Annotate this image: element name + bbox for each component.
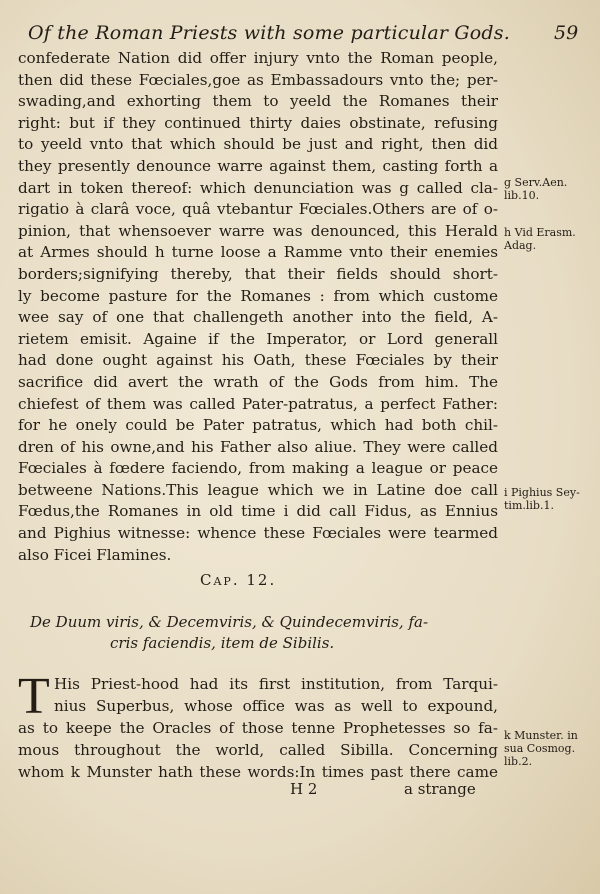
text-line: as to keepe the Oracles of those tenne Prophetesses so fa- [18, 719, 498, 737]
text-line: confederate Nation did offer injury vnto the Roman people, [18, 49, 498, 67]
text-line: then did these Fœciales,goe as Embassadours vnto the; per- [18, 70, 498, 89]
chapter-title-line: cris faciendis, item de Sibilis. [110, 634, 335, 652]
text-line: and Pighius witnesse: whence these Fœciales were tearmed [18, 524, 498, 543]
section-text [18, 668, 498, 783]
chapter-heading: Cap. 12. [200, 571, 277, 589]
chapter-title [30, 612, 470, 654]
text-line: pinion, that whensoever warre was denounced, this Herald [18, 221, 498, 240]
text-line: at Armes should h turne loose a Ramme vnto their enemies [18, 243, 498, 262]
text-line: to yeeld vnto that which should be just and right, then did [18, 135, 498, 154]
text-line: His Priest-hood had its first institution, from Tarqui- [54, 675, 498, 693]
signature-mark: H 2 [290, 780, 318, 798]
text-line: they presently denounce warre against them, casting forth a [18, 156, 498, 175]
text-line: mous throughout the world, called Sibilla. Concerning [18, 741, 498, 759]
text-line: betweene Nations.This league which we in Latine doe call [18, 480, 498, 499]
margin-note: k Munster. in sua Cosmog. lib.2. [504, 729, 578, 768]
main-text [18, 48, 498, 566]
text-line: chiefest of them was called Pater-patratus, a perfect Father: [18, 394, 498, 413]
running-title: Of the Roman Priests with some particular Gods. [28, 22, 510, 44]
margin-note: g Serv.Aen. lib.10. [504, 176, 568, 202]
text-line: also Ficei Flamines. [18, 545, 172, 564]
text-line: borders;signifying thereby, that their fields should short- [18, 264, 498, 283]
text-line: rigatio à clarâ voce, quâ vtebantur Fœciales.Others are of o- [18, 200, 498, 219]
text-line: Fœdus,the Romanes in old time i did call Fidus, as Ennius [18, 502, 498, 521]
page-number: 59 [554, 22, 579, 44]
text-line: had done ought against his Oath, these Fœciales by their [18, 351, 498, 370]
drop-capital: T [18, 668, 50, 725]
chapter-title-line: De Duum viris, & Decemviris, & Quindecemviris, fa- [30, 613, 429, 631]
text-line: Fœciales à fœdere faciendo, from making a league or peace [18, 459, 498, 478]
text-line: ly become pasture for the Romanes : from which custome [18, 286, 498, 305]
text-line: nius Superbus, whose office was as well to expound, [54, 697, 498, 715]
text-line: swading,and exhorting them to yeeld the Romanes their [18, 92, 498, 111]
margin-note: i Pighius Sey- tim.lib.1. [504, 486, 580, 512]
text-line: rietem emisit. Againe if the Imperator, or Lord generall [18, 329, 498, 348]
text-line: sacrifice did avert the wrath of the Gods from him. The [18, 372, 498, 391]
margin-note: h Vid Erasm. Adag. [504, 226, 576, 252]
text-line: wee say of one that challengeth another into the field, A- [18, 308, 498, 327]
text-line: for he onely could be Pater patratus, which had both chil- [18, 416, 498, 435]
text-line: right: but if they continued thirty daies obstinate, refusing [18, 113, 498, 132]
text-line: dart in token thereof: which denunciation was g called cla- [18, 178, 498, 197]
text-line: whom k Munster hath these words:In times past there came [18, 763, 498, 781]
text-line: dren of his owne,and his Father also aliue. They were called [18, 437, 498, 456]
catchword: a strange [404, 780, 476, 798]
